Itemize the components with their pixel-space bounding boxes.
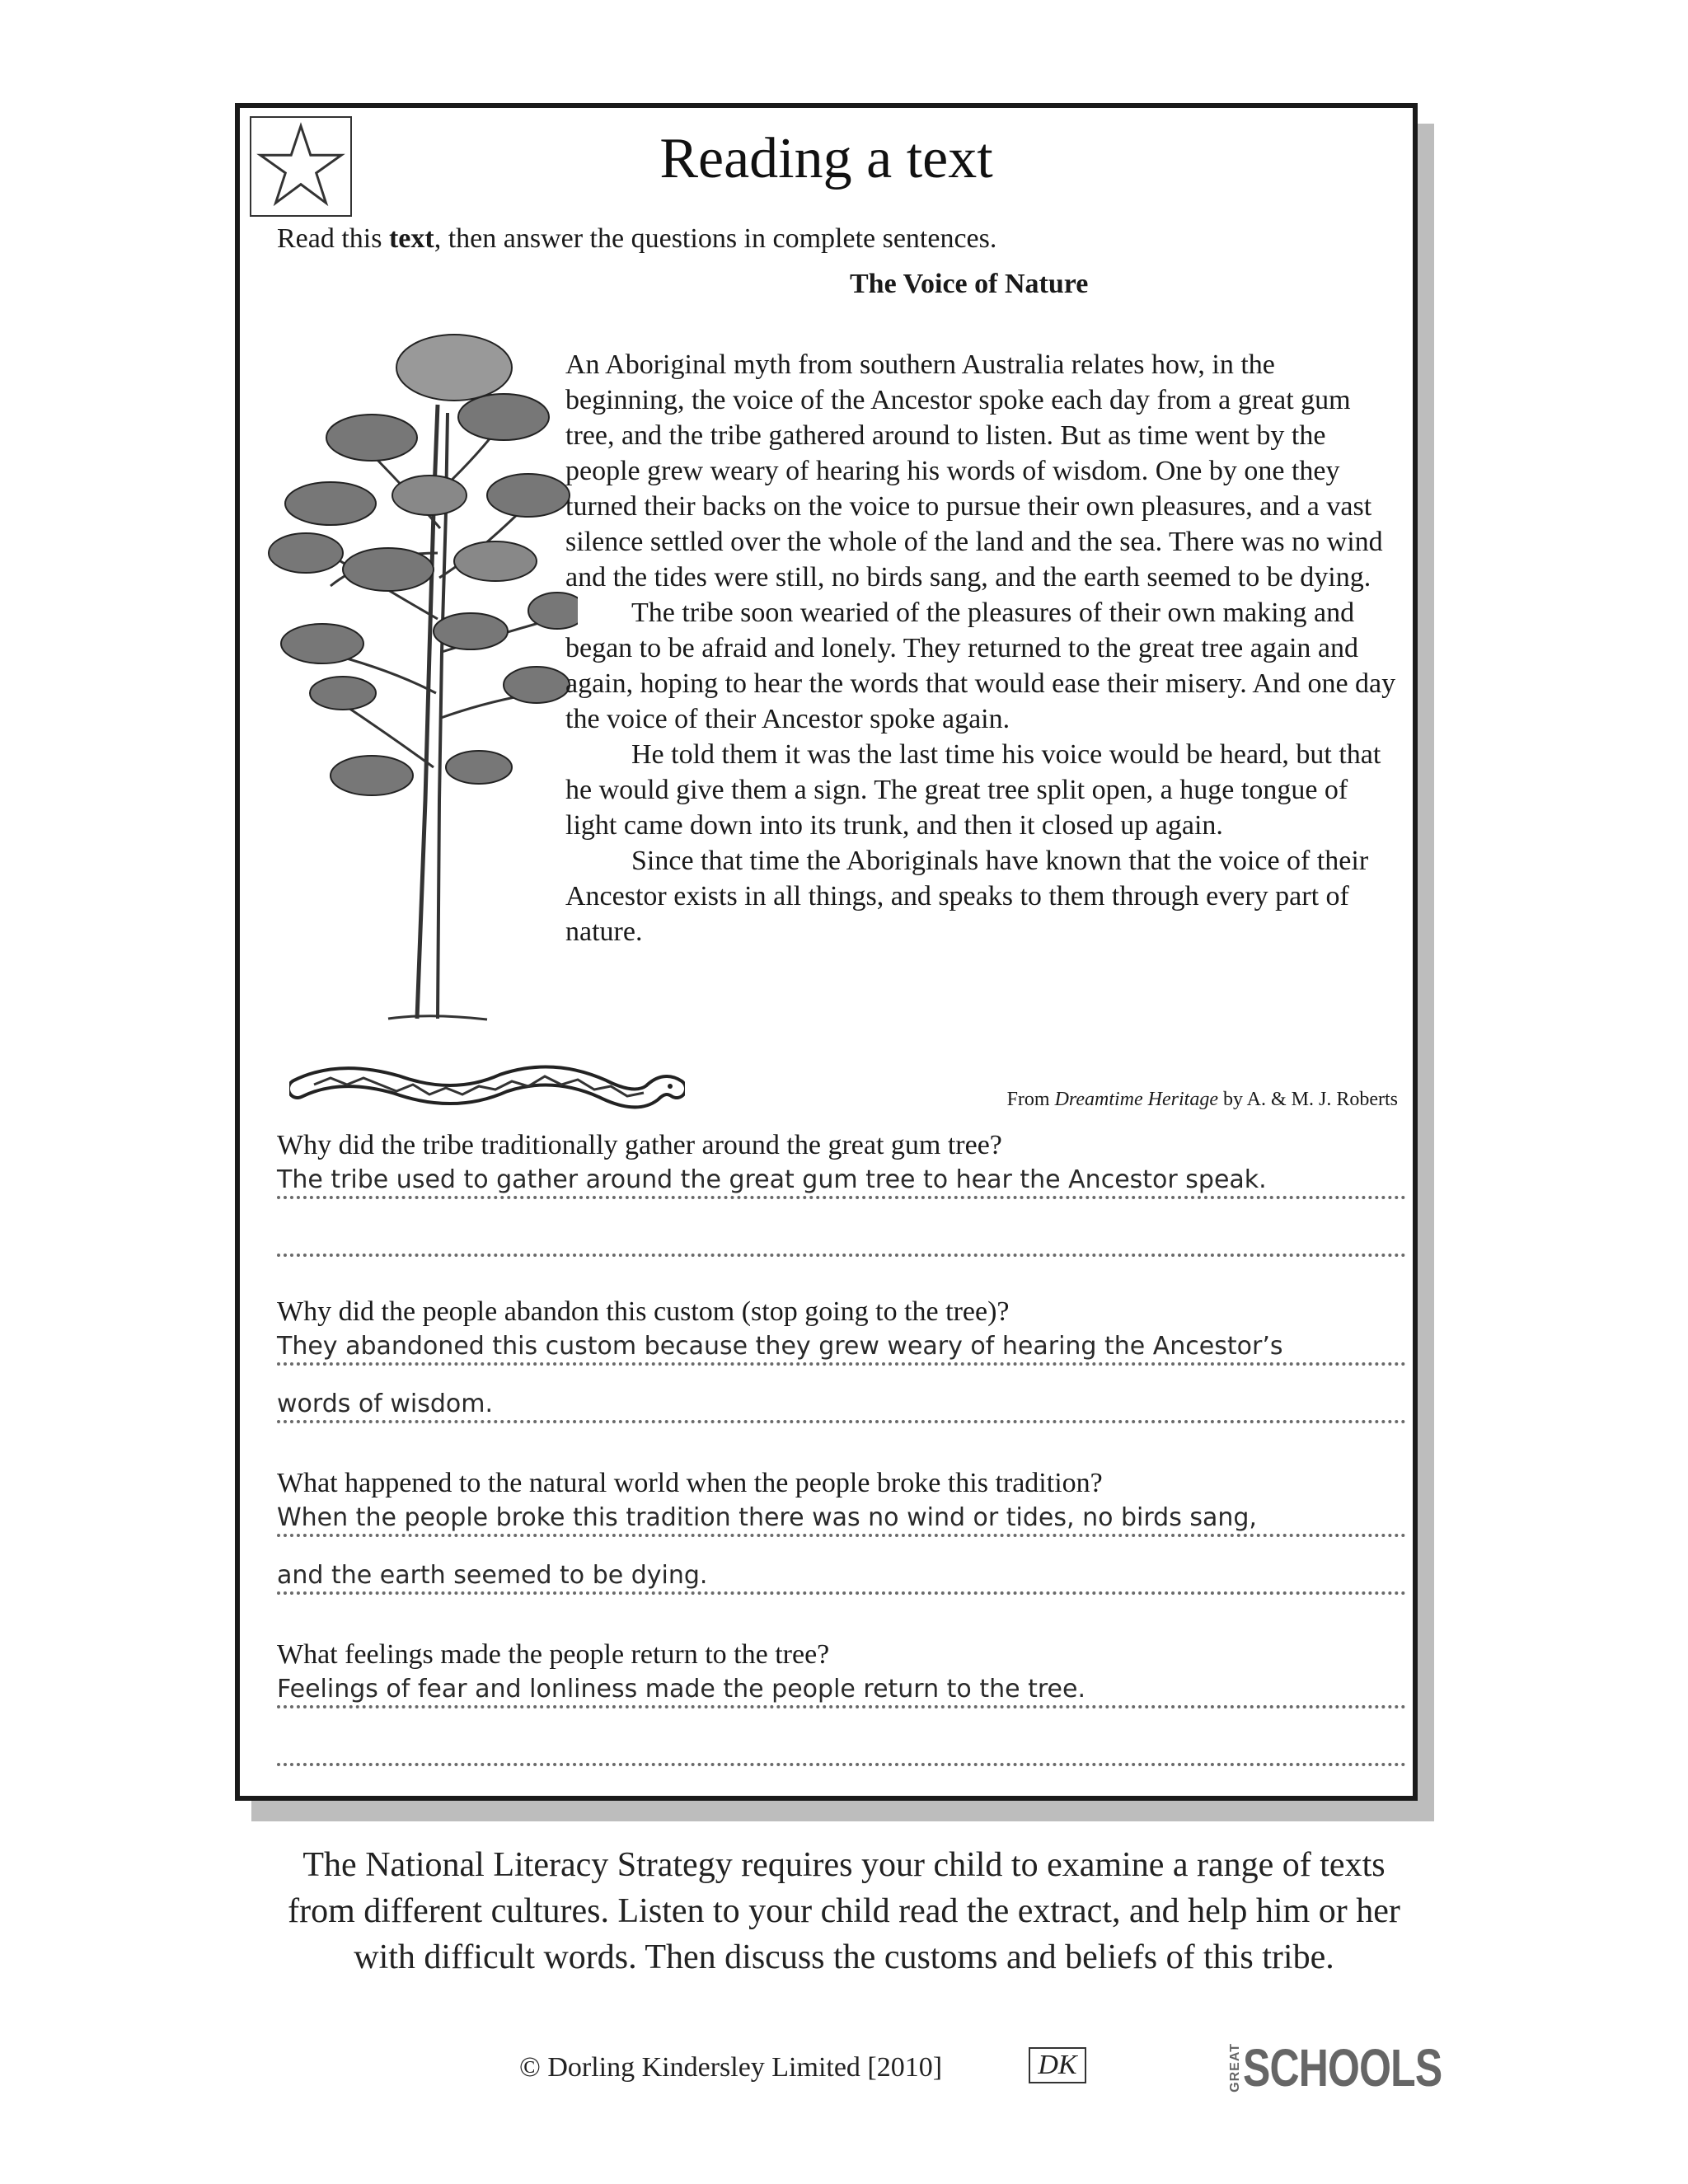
story-paragraph: He told them it was the last time his voice would be heard, but that he would give them a sign. The great tree split open, a huge tongue of light came down into its trunk, and then it closed up again. (565, 739, 1381, 841)
instruction-bold-word: text (388, 223, 434, 254)
source-credit (1007, 1089, 1398, 1111)
story-text (565, 347, 1398, 949)
parent-note-line: with difficult words. Then discuss the customs and beliefs of this tribe. (354, 1938, 1334, 1976)
answer-line[interactable] (277, 1385, 1406, 1423)
story-title: The Voice of Nature (850, 269, 1089, 299)
greatschools-logo (1228, 2038, 1498, 2097)
question-text: Why did the tribe traditionally gather around the great gum tree? (277, 1130, 1002, 1160)
snake-illustration (289, 1060, 685, 1126)
question-text: Why did the people abandon this custom (stop going to the tree)? (277, 1296, 1010, 1327)
copyright: © Dorling Kindersley Limited [2010] (519, 2052, 943, 2083)
worksheet-frame (235, 103, 1418, 1801)
answer-line[interactable] (277, 1557, 1406, 1595)
handwritten-answer: The tribe used to gather around the great gum tree to hear the Ancestor speak. (277, 1165, 1267, 1194)
parent-note-line: The National Literacy Strategy requires your child to examine a range of texts (302, 1846, 1386, 1884)
source-title: Dreamtime Heritage (1054, 1089, 1218, 1110)
story-paragraph: The tribe soon wearied of the pleasures of their own making and began to be afraid and lonely. They returned to the great tree again and again, hoping to hear the words that would ease their misery. And one day the voice of their Ancestor spoke again. (565, 598, 1396, 734)
handwritten-answer: words of wisdom. (277, 1390, 494, 1418)
source-author: by A. & M. J. Roberts (1217, 1089, 1398, 1110)
dk-logo: DK (1029, 2047, 1086, 2083)
instruction-text-start: Read this (277, 223, 389, 254)
parent-note-line: from different cultures. Listen to your child read the extract, and help him or her (288, 1892, 1400, 1930)
question-text: What happened to the natural world when the people broke this tradition? (277, 1468, 1103, 1498)
handwritten-answer: When the people broke this tradition there was no wind or tides, no birds sang, (277, 1503, 1257, 1532)
parent-note (0, 1842, 1688, 1980)
handwritten-answer: Feelings of fear and lonliness made the people return to the tree. (277, 1675, 1085, 1704)
instruction-text-end: , then answer the questions in complete sentences. (434, 223, 997, 254)
handwritten-answer: and the earth seemed to be dying. (277, 1561, 708, 1590)
question-block (277, 1468, 1406, 1595)
question-text: What feelings made the people return to the tree? (277, 1639, 830, 1670)
answer-line[interactable] (277, 1671, 1406, 1708)
question-block (277, 1130, 1406, 1257)
story-paragraph: An Aboriginal myth from southern Australia relates how, in the beginning, the voice of the Ancestor spoke each day from a great gum tree, and the tribe gathered around to listen. But as time went by the people grew weary of hearing his words of wisdom. One by one they turned their backs on the voice to pursue their own pleasures, and a vast silence settled over the whole of the land and the sea. There was no wind and the tides were still, no birds sang, and the earth seemed to be dying. (565, 349, 1383, 593)
question-block (277, 1296, 1406, 1423)
answer-line[interactable] (277, 1161, 1406, 1199)
question-block (277, 1639, 1406, 1766)
greatschools-logo-schools: SCHOOLS (1243, 2038, 1442, 2097)
source-prefix: From (1006, 1089, 1055, 1110)
answer-line[interactable] (277, 1728, 1406, 1766)
greatschools-logo-great: GREAT (1228, 2043, 1242, 2093)
page-title: Reading a text (659, 127, 993, 190)
instruction (277, 223, 996, 255)
answer-line[interactable] (277, 1219, 1406, 1257)
story-paragraph: Since that time the Aboriginals have known that the voice of their Ancestor exists in all things, and speaks to them through every part of nature. (565, 846, 1369, 947)
handwritten-answer: They abandoned this custom because they grew weary of hearing the Ancestor’s (277, 1332, 1283, 1361)
gum-tree-illustration (265, 306, 578, 1047)
answer-line[interactable] (277, 1328, 1406, 1366)
answer-line[interactable] (277, 1499, 1406, 1537)
